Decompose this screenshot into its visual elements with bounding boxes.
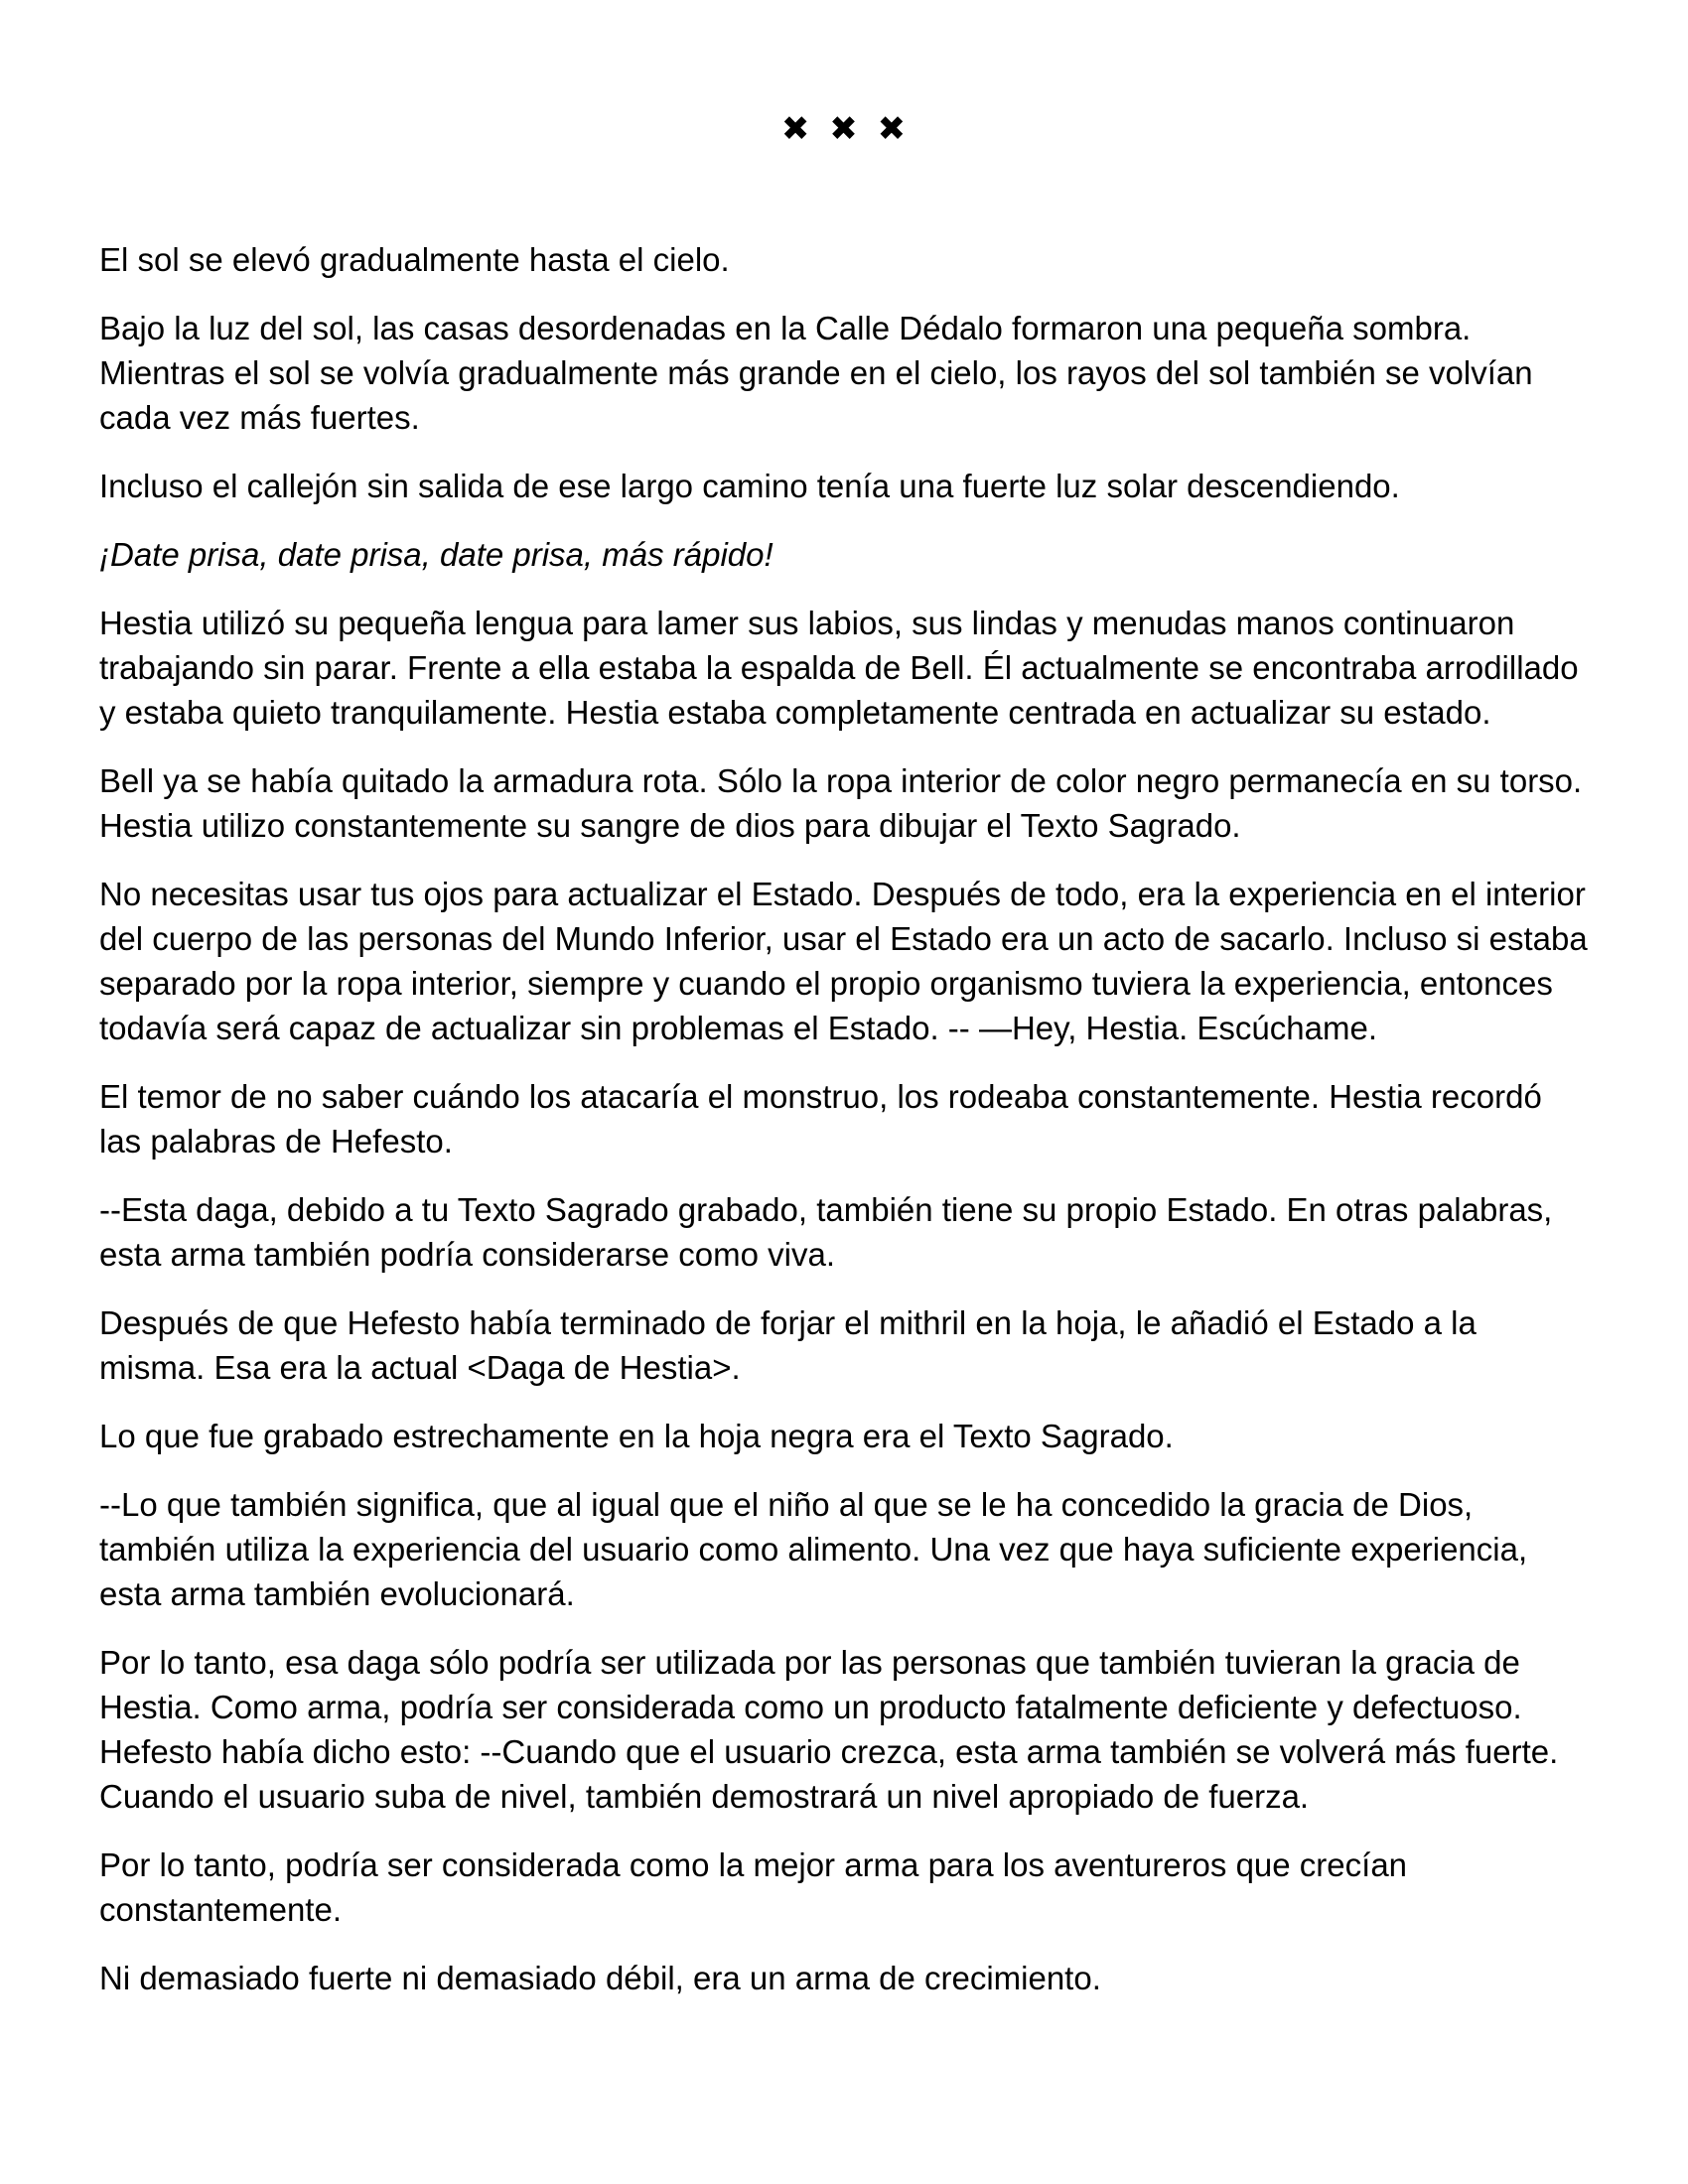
paragraph: Incluso el callejón sin salida de ese largo camino tenía una fuerte luz solar descendiendo.: [99, 468, 1400, 504]
paragraph: Lo que fue grabado estrechamente en la hoja negra era el Texto Sagrado.: [99, 1418, 1174, 1454]
paragraph: Bell ya se había quitado la armadura rota. Sólo la ropa interior de color negro permanecía en su torso. Hestia utilizo constantemente su sangre de dios para dibujar el Texto Sagrado.: [99, 762, 1583, 844]
section-break-marker: ✖ ✖ ✖: [780, 109, 908, 149]
paragraph: Por lo tanto, esa daga sólo podría ser utilizada por las personas que también tuvieran la gracia de Hestia. Como arma, podría ser considerada como un producto fatalmente deficiente y defectuoso. Hefesto había dicho esto: --Cuando que el usuario crezca, esta arma también se volverá más fuerte. Cuando el usuario suba de nivel, también demostrará un nivel apropiado de fuerza.: [99, 1644, 1559, 1815]
document-body: [99, 237, 1589, 2000]
paragraph: --Lo que también significa, que al igual que el niño al que se le ha concedido la gracia de Dios, también utiliza la experiencia del usuario como alimento. Una vez que haya suficiente experiencia, esta arma también evolucionará.: [99, 1486, 1528, 1612]
paragraph-italic: ¡Date prisa, date prisa, date prisa, más rápido!: [99, 536, 774, 573]
paragraph: Ni demasiado fuerte ni demasiado débil, era un arma de crecimiento.: [99, 1960, 1101, 1996]
paragraph: Después de que Hefesto había terminado de forjar el mithril en la hoja, le añadió el Estado a la misma. Esa era la actual <Daga de Hestia>.: [99, 1304, 1477, 1386]
paragraph: No necesitas usar tus ojos para actualizar el Estado. Después de todo, era la experiencia en el interior del cuerpo de las personas del Mundo Inferior, usar el Estado era un acto de sacarlo. Incluso si estaba separado por la ropa interior, siempre y cuando el propio organismo tuviera la experiencia, entonces todavía será capaz de actualizar sin problemas el Estado. -- —Hey, Hestia. Escúchame.: [99, 876, 1588, 1046]
paragraph: Hestia utilizó su pequeña lengua para lamer sus labios, sus lindas y menudas manos continuaron trabajando sin parar. Frente a ella estaba la espalda de Bell. Él actualmente se encontraba arrodillado y estaba quieto tranquilamente. Hestia estaba completamente centrada en actualizar su estado.: [99, 605, 1579, 731]
paragraph: Por lo tanto, podría ser considerada como la mejor arma para los aventureros que crecían constantemente.: [99, 1846, 1408, 1928]
paragraph: El sol se elevó gradualmente hasta el cielo.: [99, 241, 730, 278]
paragraph: El temor de no saber cuándo los atacaría el monstruo, los rodeaba constantemente. Hestia recordó las palabras de Hefesto.: [99, 1078, 1542, 1160]
paragraph: Bajo la luz del sol, las casas desordenadas en la Calle Dédalo formaron una pequeña sombra. Mientras el sol se volvía gradualmente más grande en el cielo, los rayos del sol también se volvían cada vez más fuertes.: [99, 310, 1533, 436]
paragraph: --Esta daga, debido a tu Texto Sagrado grabado, también tiene su propio Estado. En otras palabras, esta arma también podría considerarse como viva.: [99, 1191, 1553, 1273]
